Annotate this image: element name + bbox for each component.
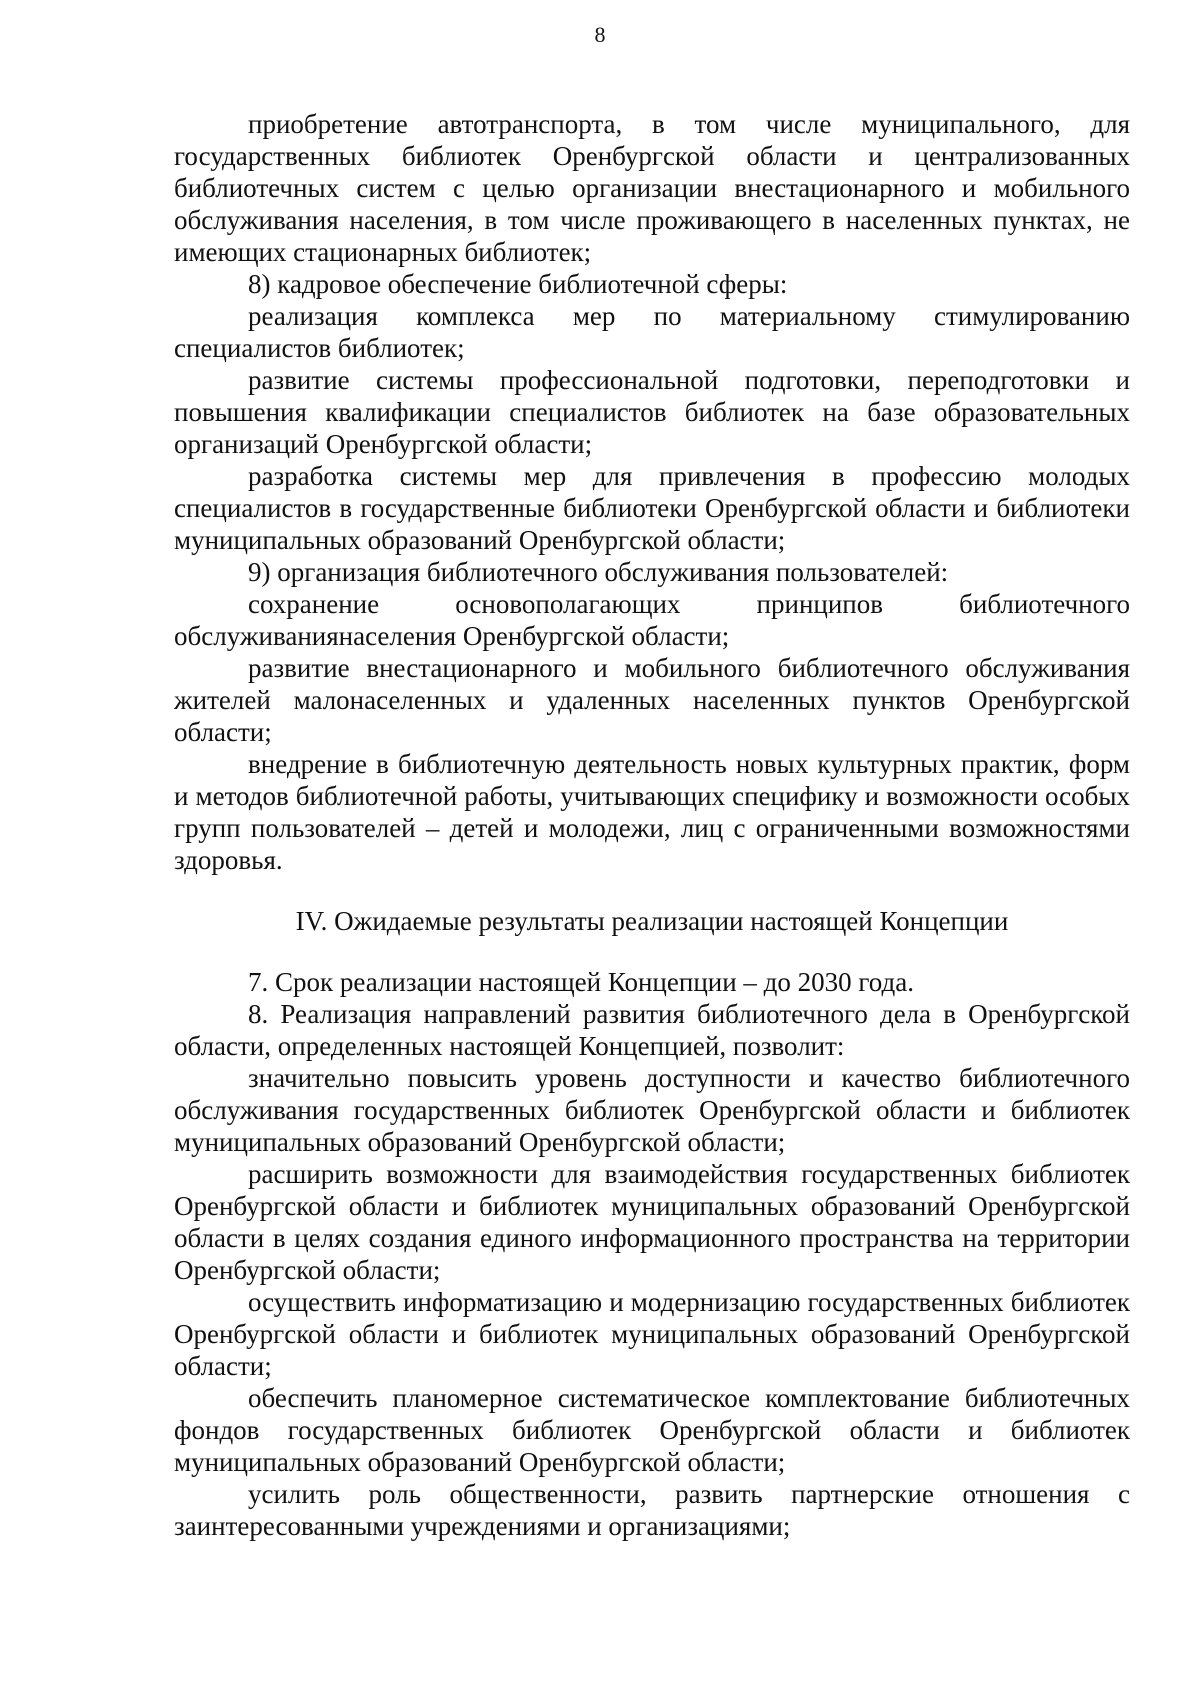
section-heading: IV. Ожидаемые результаты реализации настоящей Концепции [295, 906, 1009, 936]
paragraph-result-modernization: осуществить информатизацию и модернизацию государственных библиотек Оренбургской области и библиотек муниципальных образований Оренбургской области; [174, 1287, 1130, 1381]
paragraph-vehicles: приобретение автотранспорта, в том числе муниципального, для государственных библиотек Оренбургской области и централизованных библиотечных систем с целью организации внестационарного и мобильного обслуживания населения, в том числе проживающего в населенных пунктах, не имеющих стационарных библиотек; [174, 109, 1130, 267]
page-number: 8 [594, 22, 606, 47]
paragraph-results-intro: 8. Реализация направлений развития библиотечного дела в Оренбургской области, определенных настоящей Концепцией, позволит: [174, 999, 1130, 1061]
paragraph-result-acquisition: обеспечить планомерное систематическое комплектование библиотечных фондов государственных библиотек Оренбургской области и библиотек муниципальных образований Оренбургской области; [174, 1383, 1130, 1477]
paragraph-staff-training: развитие системы профессиональной подготовки, переподготовки и повышения квалификации специалистов библиотек на базе образовательных организаций Оренбургской области; [174, 365, 1130, 459]
paragraph-mobile-service: развитие внестационарного и мобильного библиотечного обслуживания жителей малонаселенных и удаленных населенных пунктов Оренбургской области; [174, 653, 1130, 747]
paragraph-young-specialists: разработка системы мер для привлечения в профессию молодых специалистов в государственные библиотеки Оренбургской области и библиотеки муниципальных образований Оренбургской области; [174, 461, 1130, 555]
paragraph-staff-incentives: реализация комплекса мер по материальному стимулированию специалистов библиотек; [174, 301, 1130, 363]
paragraph-service-heading: 9) организация библиотечного обслуживания пользователей: [248, 557, 949, 587]
paragraph-staffing-heading: 8) кадровое обеспечение библиотечной сферы: [248, 269, 788, 299]
paragraph-result-cooperation: расширить возможности для взаимодействия государственных библиотек Оренбургской области и библиотек муниципальных образований Оренбургской области в целях создания единого информационного пространства на территории Оренбургской области; [174, 1159, 1130, 1285]
paragraph-new-practices: внедрение в библиотечную деятельность новых культурных практик, форм и методов библиотечной работы, учитывающих специфику и возможности особых групп пользователей – детей и молодежи, лиц с ограниченными возможностями здоровья. [174, 749, 1130, 875]
paragraph-result-partnership: усилить роль общественности, развить партнерские отношения с заинтересованными учреждениями и организациями; [174, 1479, 1130, 1541]
paragraph-service-principles: сохранение основополагающих принципов библиотечного обслуживаниянаселения Оренбургской области; [174, 589, 1130, 651]
document-body [174, 108, 1130, 1542]
paragraph-result-accessibility: значительно повысить уровень доступности и качество библиотечного обслуживания государственных библиотек Оренбургской области и библиотек муниципальных образований Оренбургской области; [174, 1063, 1130, 1157]
paragraph-term: 7. Срок реализации настоящей Концепции – до 2030 года. [248, 967, 914, 997]
